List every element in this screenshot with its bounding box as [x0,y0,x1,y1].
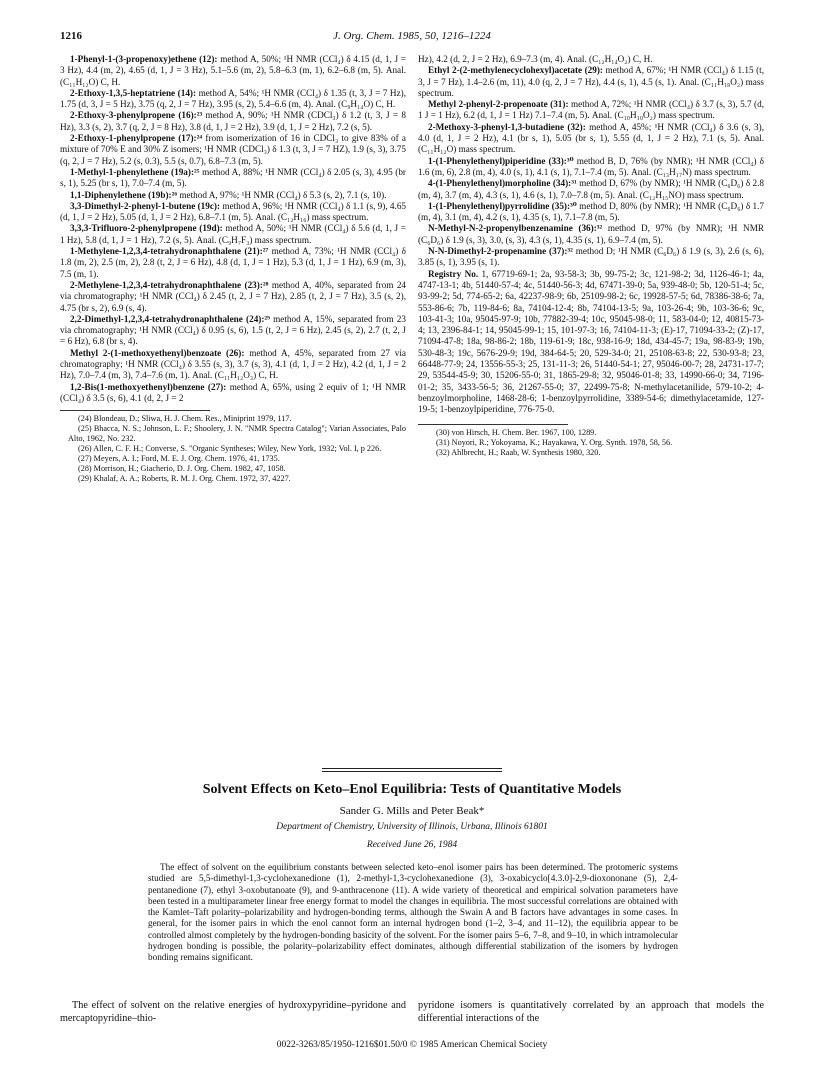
registry-numbers [418,269,764,416]
compound-entry [60,223,406,246]
compound-entry [60,314,406,348]
compound-name: 1-(1-Phenylethenyl)pyrrolidine (35):³⁰ [428,200,577,211]
footnote-rule [60,410,210,411]
entry-continuation: Hz), 4.2 (d, 2, J = 2 Hz), 6.9–7.3 (m, 4). Anal. (C₁₂H₁₄O₂) C, H. [418,54,653,64]
compound-data: method A, 50%; ¹H NMR (CCl₄) δ 5.6 (d, 1, J = 1 Hz), 5.8 (d, 1, J = 1 Hz), 7.2 (s, 5). Anal. (C₉H₇F₃) mass spectrum. [60,223,406,245]
compound-entry [418,178,764,201]
compound-entry [418,99,764,122]
compound-entry [60,201,406,224]
compound-data: method A, 50%; ¹H NMR (CCl₄) δ 4.15 (d, 1, J = 3 Hz), 4.4 (m, 2), 4.65 (d, 1, J = 3 Hz), 5.1–5.6 (m, 2), 5.8–6.3 (m, 1), 6.2–6.8 (m, 5). Anal. (C₁₁H₁₂O) C, H. [60,54,406,87]
compound-name: N-N-Dimethyl-2-propenamine (37):³² [428,246,573,257]
compound-entry [60,88,406,111]
compound-data: method A, 88%; ¹H NMR (CCl₄) δ 2.05 (s, 3), 4.95 (br s, 1), 5.25 (br s, 1), 7.0–7.4 (m, 5). [60,166,406,189]
compound-name: 1-Phenyl-1-(3-propenoxy)ethene (12): [70,54,218,64]
registry-label: Registry No. [428,268,479,279]
compound-entry [418,122,764,156]
compound-data: method A, 67%; ¹H NMR (CCl₄) δ 1.15 (t, 3, J = 7 Hz), 1.4–2.6 (m, 11), 4.0 (q, 2, J = 7 Hz), 4.4 (s, 1), 4.5 (s, 1). Anal. (C₁₁H₁₈O₂) mass spectrum. [418,65,764,98]
footnote: (30) von Hirsch, H. Chem. Ber. 1967, 100, 1289. [436,427,597,437]
compound-data: method A, 72%; ¹H NMR (CCl₄) δ 3.7 (s, 3), 5.7 (d, 1 J = 1 Hz), 6.2 (d, 1, J = 1 Hz) 7.1–7.4 (m, 5). Anal. (C₁₀H₁₀O₂) mass spectrum. [418,99,764,121]
article-separator [322,771,502,772]
compound-data: method A, 40%, separated from 24 via chromatography; ¹H NMR (CCl₄) δ 2.45 (t, 2, J = 7 Hz), 2.85 (t, 2, J = 7 Hz), 3.5 (s, 2), 4.75 (br s, 2), 6.9 (s, 4). [60,279,407,313]
compound-data: method A, 54%; ¹H NMR (CCl₄) δ 1.35 (t, 3, J = 7 Hz), 1.75 (d, 3, J = 5 Hz), 3.75 (q, 2, J = 7 Hz), 3.95 (s, 2), 5.4–6.6 (m, 4). Anal. (C₉H₁₄O) C, H. [60,87,406,110]
compound-entry [60,167,406,190]
footnotes [418,428,764,458]
compound-name: N-Methyl-N-2-propenylbenzenamine (36):³² [428,223,603,234]
article-separator [322,768,502,769]
compound-name: Methyl 2-phenyl-2-propenoate (31): [428,99,569,110]
compound-data: method A, 45%; ¹H NMR (CCl₄) δ 3.6 (s, 3), 4.0 (d, 1, J = 2 Hz), 4.1 (br s, 1), 5.05 (br s, 1), 5.55 (d, 1, J = 2 Hz), 7.1 (s, 5). Anal. (C₁₁H₁₂O) mass spectrum. [418,121,764,155]
compound-entry [60,280,406,314]
journal-citation: J. Org. Chem. 1985, 50, 1216–1224 [333,30,491,42]
compound-data: method A, 96%; ¹H NMR (CCl₄) δ 1.1 (s, 9), 4.65 (d, 1, J = 2 Hz), 5.05 (d, 1, J = 2 Hz), 6.8–7.1 (m, 5). Anal. (C₁₂H₁₆) mass spectrum. [60,200,407,223]
compound-name: 2-Ethoxy-3-phenylpropene (16):²³ [70,110,203,121]
footnotes [60,414,406,484]
compound-name: Ethyl 2-(2-methylenecyclohexyl)acetate (29): [428,65,603,76]
compound-entry [418,65,764,99]
compound-data: method D, 67% (by NMR); ¹H NMR (C₆D₆) δ 2.8 (m, 4), 3.7 (m, 4), 4.3 (s, 1), 4.6 (s, 1), 7.0–7.8 (m, 5). Anal. (C₁₂H₁₅NO) mass spectrum. [418,178,765,200]
intro-right: pyridone isomers is quantitatively correlated by an approach that models the differential interactions of the [418,1000,764,1024]
compound-name: 1,1-Diphenylethene (19b):²⁶ [70,189,178,200]
compound-data: method A, 90%; ¹H NMR (CDCl₃) δ 1.2 (t, 3, J = 8 Hz), 3.3 (s, 2), 3.7 (q, 2, J = 8 Hz), 3.8 (d, 1, J = 2 Hz), 3.9 (d, 1, J = 2 Hz), 7.2 (s, 5). [60,110,406,132]
compound-entry [60,190,406,201]
footnote: (27) Meyers, A. I.; Ford, M. E. J. Org. Chem. 1976, 41, 1735. [78,454,280,464]
compound-name: 1-Methylene-1,2,3,4-tetrahydronaphthalene (21):²⁷ [70,246,269,257]
compound-name: 1-(1-Phenylethenyl)piperidine (33):³⁰ [428,155,574,166]
footnote: (32) Ahlbrecht, H.; Raab, W. Synthesis 1980, 320. [436,447,601,457]
compound-entry [418,246,764,269]
footnote-rule [418,424,568,425]
compound-name: Methyl 2-(1-methoxyethenyl)benzoate (26): [70,347,245,358]
abstract: The effect of solvent on the equilibrium constants between selected keto–enol isomer pairs has been determined. The protomeric systems studied are 5,5-dimethyl-1,3-cyclohexanedione (1), 2-methyl-1,3-cyclohexanedione (3), 3-oxabicyclo[4.3.0]-2,9-dioxononane (5), 2,4-pentanedione (7), ethyl 3-oxobutanoate (9), and 9-anthracenone (11). A wide variety of theoretical and empirical solvation parameters have been tested in a multiparameter linear free energy format to model the changes in equilibria. The most successful correlations are obtained with the Kamlet–Taft polarity–polarizability and hydrogen-bonding terms, although the Swain A and B factors have advantages in some cases. In general, for the isomer pairs in which the enol cannot form an internal hydrogen bond (1–2, 3–4, and 11–12), the equilibria appear to be controlled almost completely by the hydrogen-bonding basicity of the solvent. For the isomer pairs 5–6, 7–8, and 9–10, in which intramolecular hydrogen bonding is possible, the polarity–polarizability effect dominates, although differential stabilization of the isomers by hydrogen bonding remains significant. [148,862,678,963]
compound-entry [60,54,406,88]
compound-entry [418,223,764,246]
compound-data: method A, 97%; ¹H NMR (CCl₄) δ 5.3 (s, 2), 7.1 (s, 10). [177,189,387,200]
footnote: (31) Noyori, R.; Yokoyama, K.; Hayakawa, Y. Org. Synth. 1978, 58, 56. [436,437,673,447]
compound-entry [60,133,406,167]
compound-entry [60,110,406,133]
footnote: (26) Allen, C. F. H.; Converse, S. "Organic Syntheses; Wiley, New York, 1932; Vol. I, p 226. [78,444,382,454]
article-title: Solvent Effects on Keto–Enol Equilibria: Tests of Quantitative Models [202,782,622,797]
article-authors: Sander G. Mills and Peter Beak* [339,805,485,817]
compound-name: 3,3-Dimethyl-2-phenyl-1-butene (19c): [70,200,221,211]
compound-name: 1,2-Bis(1-methoxyethenyl)benzene (27): [70,381,227,392]
footnote: (29) Khalaf, A. A.; Roberts, R. M. J. Org. Chem. 1972, 37, 4227. [78,474,291,484]
registry-text: 1, 67719-69-1; 2a, 93-58-3; 3b, 99-75-2; 3c, 121-98-2; 3d, 1126-46-1; 4a, 4747-13-1; 4b, 51440-57-4; 4c, 51440-56-3; 4d, 67471-39-0; 5a, 939-48-0; 5b, 120-51-4; 5c, 93-99-2; 5d, 774-65-2; 6a, 42237-98-9; 6b, 25109-98-2; 6c, 19928-57-5; 6d, 78386-38-6; 7a, 553-86-6; 7b, 119-84-6; 8a, 74104-12-4; 8b, 74104-13-5; 9a, 103-26-4; 9b, 103-36-6; 9c, 103-41-3; 10a, 95045-97-9; 10b, 77882-39-4; 10c, 95045-98-0; 11, 583-04-0; 12, 40815-73-4; 13, 2396-84-1; 14, 95045-99-1; 15, 101-97-3; 16, 74104-11-3; (E)-17, 71094-33-2; (Z)-17, 71094-47-8; 18a, 98-86-2; 18b, 119-61-9; 18c, 938-16-9; 18d, 434-45-7; 19a, 98-83-9; 19b, 530-48-3; 19c, 5676-29-9; 19d, 384-64-5; 20, 529-34-0; 21, 25108-63-8; 22, 530-93-8; 23, 66448-77-9; 24, 13556-55-3; 25, 131-11-3; 26, 51440-54-1; 27, 95046-00-7; 28, 24731-17-7; 29, 53544-45-9; 30, 15206-55-0; 31, 1865-29-8; 32, 95046-01-8; 33, 14990-66-0; 34, 7196-01-2; 35, 3433-56-5; 36, 21267-55-0; 37, 22499-75-8; N-methylacetanilide, 579-10-2; 4-benzoylmorpholine, 1468-28-6; 1-benzoylpyrrolidine, 3389-54-6; dimethylacetamide, 127-19-5; 1-benzoylpiperidine, 776-75-0. [418,268,764,415]
compound-data: method D; ¹H NMR (C₆D₆) δ 1.9 (s, 3), 2.6 (s, 6), 3.85 (s, 1), 3.95 (s, 1). [418,246,764,268]
compound-name: 4-(1-Phenylethenyl)morpholine (34):³¹ [428,178,577,189]
footnote: (25) Bhacca, N. S.; Johnson, L. F.; Shoolery, J. N. "NMR Spectra Catalog"; Varian Associates, Palo Alto, 1962, No. 232. [68,424,406,444]
article-affiliation: Department of Chemistry, University of Illinois, Urbana, Illinois 61801 [276,822,548,832]
compound-data: method D, 80% (by NMR); ¹H NMR (C₆D₆) δ 1.7 (m, 4), 3.1 (m, 4), 4.2 (s, 1), 4.35 (s, 1), 7.1–7.8 (m, 5). [418,200,764,223]
copyright-footer: 0022-3263/85/1950-1216$01.50/0 © 1985 American Chemical Society [276,1040,548,1050]
compound-data: method A, 73%; ¹H NMR (CCl₄) δ 1.8 (m, 2), 2.5 (m, 2), 2.8 (t, 2, J = 6 Hz), 4.8 (d, 1, J = 1 Hz), 5.3 (d, 1, J = 1 Hz), 6.9 (m, 3), 7.5 (m, 1). [60,246,406,279]
compound-data: method B, D, 76% (by NMR); ¹H NMR (CCl₄) δ 1.6 (m, 6), 2.8 (m, 4), 4.0 (s, 1), 4.1 (s, 1), 7.1–7.4 (m, 5). Anal. (C₁₃H₁₇N) mass spectrum. [418,155,764,177]
compound-entry [60,246,406,280]
page-number: 1216 [60,30,82,42]
compound-name: 2-Methoxy-3-phenyl-1,3-butadiene (32): [428,121,586,132]
compound-entries [60,54,406,404]
compound-entries [418,65,764,268]
compound-entry [418,201,764,224]
compound-name: 2-Ethoxy-1,3,5-heptatriene (14): [70,87,197,98]
compound-data: method A, 65%, using 2 equiv of 1; ¹H NMR (CCl₄) δ 3.5 (s, 6), 4.1 (d, 2, J = 2 [60,381,406,403]
running-header [60,30,764,46]
compound-name: 2,2-Dimethyl-1,2,3,4-tetrahydronaphthalene (24):²⁹ [70,313,270,324]
compound-entry [60,348,406,382]
compound-data: method D, 97% (by NMR); ¹H NMR (C₆D₆) δ 1.9 (s, 3), 3.0, (s, 3), 4.3 (s, 1), 4.35 (s, 1), 6.9–7.4 (m, 5). [418,223,764,245]
compound-data: method A, 45%, separated from 27 via chromatography; ¹H NMR (CCl₄) δ 3.55 (s, 3), 3.7 (s, 3), 4.1 (d, 1, J = 2 Hz), 4.2 (d, 1, J = 2 Hz), 7.0–7.4 (m, 3), 7.4–7.6 (m, 1). Anal. (C₁₁H₁₂O₃) C, H. [60,347,407,381]
compound-data: from isomerization of 16 in CDCl₃ to give 83% of a mixture of 70% E and 30% Z isomers; ¹H NMR (CDCl₃) δ 1.3 (t, 3, J = 7 HZ), 1.9 (s, 3), 3.75 (q, 2, J = 7 Hz), 5.2 (s, 0.3), 5.5 (s, 0.7), 6.8–7.3 (m, 5). [60,133,406,166]
compound-name: 3,3,3-Trifluoro-2-phenylpropene (19d): [70,223,223,234]
compound-data: method A, 15%, separated from 23 via chromatography; ¹H NMR (CCl₄) δ 0.95 (s, 6), 1.5 (t, 2, J = 6 Hz), 2.45 (s, 2), 2.7 (t, 2, J = 6 Hz), 6.8 (br s, 4). [60,313,406,347]
compound-name: 2-Methylene-1,2,3,4-tetrahydronaphthalene (23):²⁸ [70,279,269,290]
footnote: (28) Morrison, H.; Giacherio, D. J. Org. Chem. 1982, 47, 1058. [78,464,286,474]
intro-left: The effect of solvent on the relative energies of hydroxypyridine–pyridone and mercaptopyridine–thio- [60,1000,406,1024]
footnote: (24) Blondeau, D.; Sliwa, H. J. Chem. Res., Miniprint 1979, 117. [78,414,292,424]
compound-name: 2-Ethoxy-1-phenylpropene (17):²⁴ [70,133,203,144]
compound-entry [418,156,764,179]
received-date: Received June 26, 1984 [366,840,458,850]
compound-name: 1-Methyl-1-phenylethene (19a):²⁵ [70,166,200,177]
right-column [418,54,764,458]
compound-entry [60,382,406,405]
left-column [60,54,406,484]
